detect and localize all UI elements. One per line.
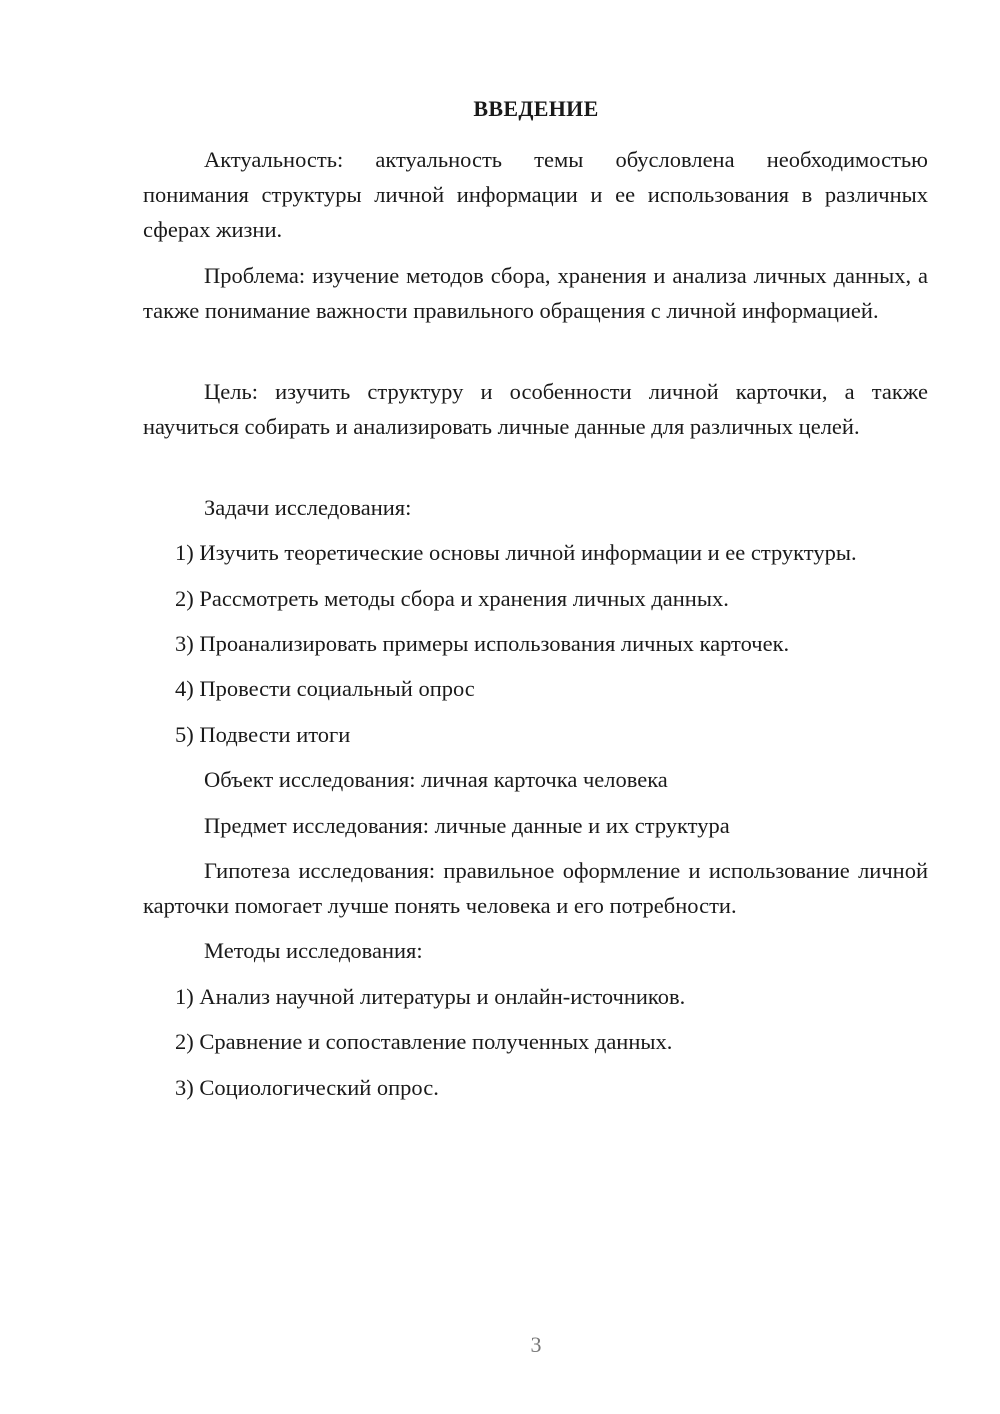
object-line: Объект исследования: личная карточка человека	[204, 767, 668, 792]
method-item: 2) Сравнение и сопоставление полученных данных.	[175, 1029, 673, 1054]
subject-line: Предмет исследования: личные данные и их структура	[204, 813, 730, 838]
method-item: 3) Социологический опрос.	[175, 1075, 439, 1100]
tasks-title: Задачи исследования:	[204, 495, 412, 520]
methods-title: Методы исследования:	[204, 938, 423, 963]
task-item: 5) Подвести итоги	[175, 722, 351, 747]
task-item: 4) Провести социальный опрос	[175, 676, 475, 701]
goal-paragraph: Цель: изучить структуру и особенности личной карточки, а также научиться собирать и анализировать личные данные для различных целей.	[143, 379, 928, 439]
relevance-paragraph: Актуальность: актуальность темы обусловлена необходимостью понимания структуры личной информации и ее использования в различных сферах жизни.	[143, 147, 928, 242]
problem-paragraph: Проблема: изучение методов сбора, хранения и анализа личных данных, а также понимание важности правильного обращения с личной информацией.	[143, 263, 928, 323]
page-number: 3	[530, 1332, 542, 1357]
task-item: 3) Проанализировать примеры использования личных карточек.	[175, 631, 790, 656]
method-item: 1) Анализ научной литературы и онлайн-источников.	[175, 984, 686, 1009]
task-item: 1) Изучить теоретические основы личной информации и ее структуры.	[175, 540, 857, 565]
hypothesis-paragraph: Гипотеза исследования: правильное оформление и использование личной карточки помогает лучше понять человека и его потребности.	[143, 858, 928, 918]
section-heading: ВВЕДЕНИЕ	[473, 96, 599, 121]
task-item: 2) Рассмотреть методы сбора и хранения личных данных.	[175, 586, 729, 611]
